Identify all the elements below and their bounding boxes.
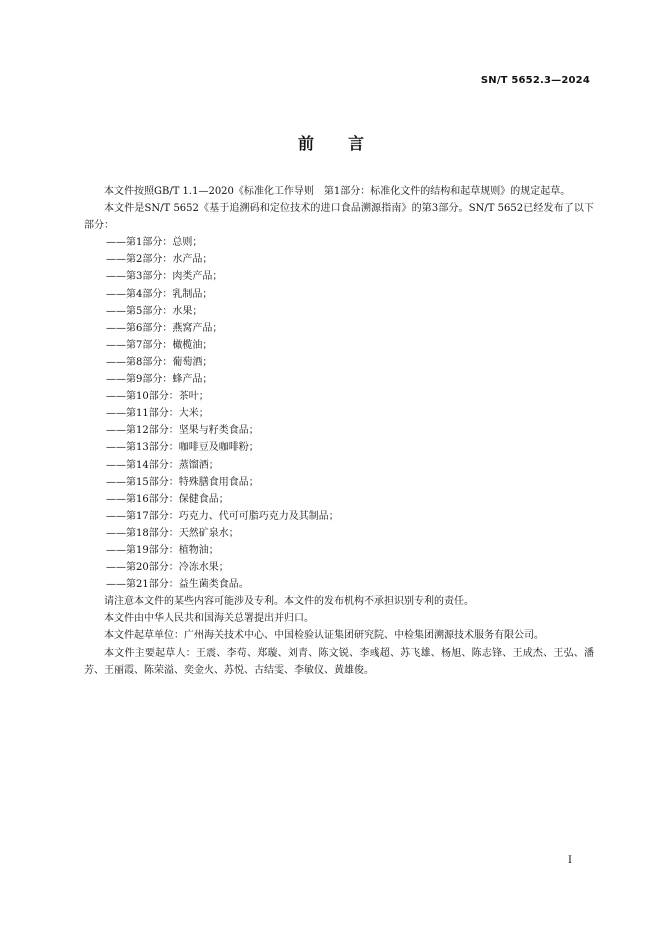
- list-item: [84, 508, 594, 525]
- list-item-text: 第17部分：巧克力、代可可脂巧克力及其制品；: [126, 510, 339, 522]
- list-item: [84, 422, 594, 439]
- list-item: [84, 320, 594, 337]
- list-item-text: 第18部分：天然矿泉水；: [126, 527, 239, 539]
- list-item-text: 第2部分：水产品；: [126, 254, 213, 266]
- list-item: [84, 286, 594, 303]
- list-dash: ——: [106, 510, 126, 522]
- list-item-text: 第8部分：葡萄酒；: [126, 356, 213, 368]
- list-dash: ——: [106, 237, 126, 249]
- foreword-body: [84, 183, 594, 679]
- list-item-text: 第6部分：燕窝产品；: [126, 322, 223, 334]
- list-item-text: 第11部分：大米；: [126, 408, 209, 420]
- title-char-1: 前: [297, 134, 314, 153]
- list-dash: ——: [106, 305, 126, 317]
- list-item-text: 第19部分：植物油；: [126, 544, 219, 556]
- list-item-text: 第1部分：总则；: [126, 237, 203, 249]
- list-item: [84, 525, 594, 542]
- list-item-text: 第14部分：蒸馏酒；: [126, 459, 219, 471]
- list-item: [84, 354, 594, 371]
- list-item: [84, 371, 594, 388]
- list-item: [84, 439, 594, 456]
- list-item-text: 第13部分：咖啡豆及咖啡粉；: [126, 442, 259, 454]
- paragraph-patent-notice: 请注意本文件的某些内容可能涉及专利。本文件的发布机构不承担识别专利的责任。: [104, 596, 474, 608]
- list-item-text: 第12部分：坚果与籽类食品；: [126, 425, 259, 437]
- list-dash: ——: [106, 527, 126, 539]
- list-item: [84, 576, 594, 593]
- list-item: [84, 457, 594, 474]
- list-dash: ——: [106, 391, 126, 403]
- title-char-2: 言: [348, 134, 365, 153]
- list-item-text: 第9部分：蜂产品；: [126, 374, 213, 386]
- list-item: [84, 251, 594, 268]
- list-item-text: 第5部分：水果；: [126, 305, 203, 317]
- list-item: [84, 268, 594, 285]
- list-item-text: 第7部分：橄榄油；: [126, 339, 213, 351]
- list-item: [84, 337, 594, 354]
- parts-list: [84, 234, 594, 593]
- list-item-text: 第20部分：冷冻水果；: [126, 562, 229, 574]
- list-item-text: 第15部分：特殊膳食用食品；: [126, 476, 259, 488]
- list-dash: ——: [106, 493, 126, 505]
- list-dash: ——: [106, 271, 126, 283]
- list-dash: ——: [106, 442, 126, 454]
- list-item: [84, 303, 594, 320]
- list-dash: ——: [106, 339, 126, 351]
- list-item-text: 第10部分：茶叶；: [126, 391, 209, 403]
- list-item: [84, 542, 594, 559]
- list-dash: ——: [106, 544, 126, 556]
- list-dash: ——: [106, 579, 126, 591]
- list-item: [84, 405, 594, 422]
- list-dash: ——: [106, 254, 126, 266]
- list-item: [84, 388, 594, 405]
- paragraph-proposer: 本文件由中华人民共和国海关总署提出并归口。: [104, 613, 314, 625]
- page-title: [0, 131, 662, 154]
- list-item: [84, 491, 594, 508]
- list-dash: ——: [106, 356, 126, 368]
- list-dash: ——: [106, 425, 126, 437]
- list-dash: ——: [106, 476, 126, 488]
- list-dash: ——: [106, 459, 126, 471]
- list-item-text: 第16部分：保健食品；: [126, 493, 229, 505]
- list-dash: ——: [106, 374, 126, 386]
- page-number: I: [568, 855, 572, 866]
- list-dash: ——: [106, 322, 126, 334]
- list-item-text: 第4部分：乳制品；: [126, 288, 213, 300]
- paragraph-drafters: 本文件主要起草人：王震、李苟、郑璇、刘青、陈文锐、李彧超、苏飞雄、杨旭、陈志锋、王成杰、王弘、潘芳、王丽霞、陈荣溢、奕金火、苏悦、古结雯、李敏仪、黄雄俊。: [84, 647, 594, 676]
- list-dash: ——: [106, 562, 126, 574]
- list-item-text: 第21部分：益生菌类食品。: [126, 579, 249, 591]
- list-dash: ——: [106, 408, 126, 420]
- paragraph-drafting-units: 本文件起草单位：广州海关技术中心、中国检验认证集团研究院、中检集团溯源技术服务有限公司。: [104, 630, 544, 642]
- standard-number: SN/T 5652.3—2024: [480, 75, 590, 86]
- paragraph-series-intro: 本文件是SN/T 5652《基于追溯码和定位技术的进口食品溯源指南》的第3部分。SN/T 5652已经发布了以下部分：: [84, 203, 594, 232]
- list-item: [84, 474, 594, 491]
- list-item: [84, 559, 594, 576]
- list-item: [84, 234, 594, 251]
- list-item-text: 第3部分：肉类产品；: [126, 271, 223, 283]
- paragraph-drafting-rules: 本文件按照GB/T 1.1—2020《标准化工作导则 第1部分：标准化文件的结构和起草规则》的规定起草。: [104, 186, 571, 197]
- list-dash: ——: [106, 288, 126, 300]
